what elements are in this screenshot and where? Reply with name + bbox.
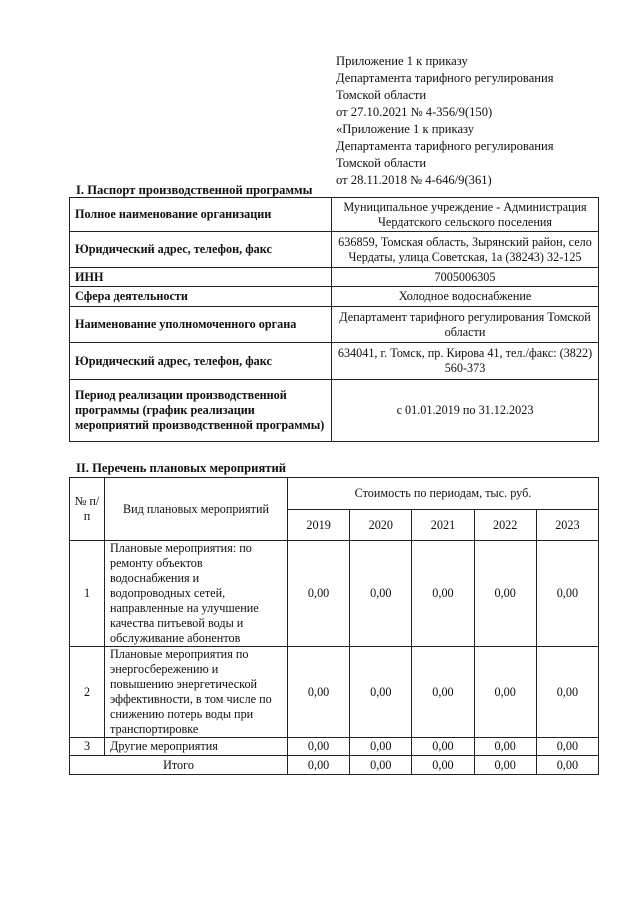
header-line: Приложение 1 к приказу xyxy=(336,54,468,68)
passport-value: с 01.01.2019 по 31.12.2023 xyxy=(332,380,599,442)
passport-value: Департамент тарифного регулирования Томской области xyxy=(332,307,599,343)
cost-cell: 0,00 xyxy=(288,647,350,738)
header-line: Томской области xyxy=(336,156,427,170)
cost-cell: 0,00 xyxy=(288,541,350,647)
planned-measures-table xyxy=(69,477,599,775)
cost-cell: 0,00 xyxy=(474,541,536,647)
total-cell: 0,00 xyxy=(412,756,474,775)
row-number: 2 xyxy=(70,647,105,738)
cost-cell: 0,00 xyxy=(536,647,598,738)
table-row xyxy=(70,198,599,232)
col-header-cost: Стоимость по периодам, тыс. руб. xyxy=(288,478,599,510)
cost-cell: 0,00 xyxy=(288,738,350,756)
year-header: 2022 xyxy=(474,510,536,541)
header-line: «Приложение 1 к приказу xyxy=(336,122,475,136)
section-2-title: II. Перечень плановых мероприятий xyxy=(76,461,286,475)
header-line: Департамента тарифного регулирования xyxy=(336,71,554,85)
passport-label: Период реализации производственной программы (график реализации мероприятий производственной программы) xyxy=(70,380,332,442)
header-line: Департамента тарифного регулирования xyxy=(336,139,554,153)
order-reference-header xyxy=(336,53,554,189)
table-row xyxy=(70,343,599,380)
cost-cell: 0,00 xyxy=(536,541,598,647)
header-line: от 27.10.2021 № 4-356/9(150) xyxy=(336,105,493,119)
passport-label: Полное наименование организации xyxy=(70,198,332,232)
year-header: 2020 xyxy=(350,510,412,541)
table-row xyxy=(70,287,599,307)
col-header-name: Вид плановых мероприятий xyxy=(105,478,288,541)
passport-value: Муниципальное учреждение - Администрация Чердатского сельского поселения xyxy=(332,198,599,232)
cost-cell: 0,00 xyxy=(412,738,474,756)
passport-label: Юридический адрес, телефон, факс xyxy=(70,232,332,268)
year-header: 2019 xyxy=(288,510,350,541)
measure-name: Плановые мероприятия по энергосбережению и повышению энергетической эффективности, в том числе по снижению потерь воды при транспортировке xyxy=(105,647,288,738)
table-row xyxy=(70,647,599,738)
total-cell: 0,00 xyxy=(288,756,350,775)
year-header: 2023 xyxy=(536,510,598,541)
header-line: Томской области xyxy=(336,88,427,102)
col-header-number: № п/п xyxy=(70,478,105,541)
row-number: 3 xyxy=(70,738,105,756)
passport-label: Юридический адрес, телефон, факс xyxy=(70,343,332,380)
table-header-row xyxy=(70,478,599,510)
measure-name: Плановые мероприятия: по ремонту объектов водоснабжения и водопроводных сетей, направленные на улучшение качества питьевой воды и обслуживание абонентов xyxy=(105,541,288,647)
cost-cell: 0,00 xyxy=(474,738,536,756)
passport-value: Холодное водоснабжение xyxy=(332,287,599,307)
year-header: 2021 xyxy=(412,510,474,541)
passport-value: 634041, г. Томск, пр. Кирова 41, тел./факс: (3822) 560-373 xyxy=(332,343,599,380)
cost-cell: 0,00 xyxy=(474,647,536,738)
table-row xyxy=(70,738,599,756)
cost-cell: 0,00 xyxy=(412,541,474,647)
table-row xyxy=(70,307,599,343)
section-1-title: I. Паспорт производственной программы xyxy=(76,183,313,197)
table-row xyxy=(70,541,599,647)
header-line: от 28.11.2018 № 4-646/9(361) xyxy=(336,173,492,187)
passport-value: 7005006305 xyxy=(332,268,599,287)
total-label: Итого xyxy=(70,756,288,775)
cost-cell: 0,00 xyxy=(350,541,412,647)
cost-cell: 0,00 xyxy=(412,647,474,738)
passport-label: ИНН xyxy=(70,268,332,287)
total-row xyxy=(70,756,599,775)
row-number: 1 xyxy=(70,541,105,647)
table-row xyxy=(70,380,599,442)
table-row xyxy=(70,268,599,287)
total-cell: 0,00 xyxy=(536,756,598,775)
passport-table xyxy=(69,197,599,442)
measure-name: Другие мероприятия xyxy=(105,738,288,756)
table-row xyxy=(70,232,599,268)
cost-cell: 0,00 xyxy=(350,738,412,756)
cost-cell: 0,00 xyxy=(350,647,412,738)
passport-label: Сфера деятельности xyxy=(70,287,332,307)
total-cell: 0,00 xyxy=(474,756,536,775)
passport-value: 636859, Томская область, Зырянский район, село Чердаты, улица Советская, 1а (38243) 32-125 xyxy=(332,232,599,268)
cost-cell: 0,00 xyxy=(536,738,598,756)
total-cell: 0,00 xyxy=(350,756,412,775)
passport-label: Наименование уполномоченного органа xyxy=(70,307,332,343)
